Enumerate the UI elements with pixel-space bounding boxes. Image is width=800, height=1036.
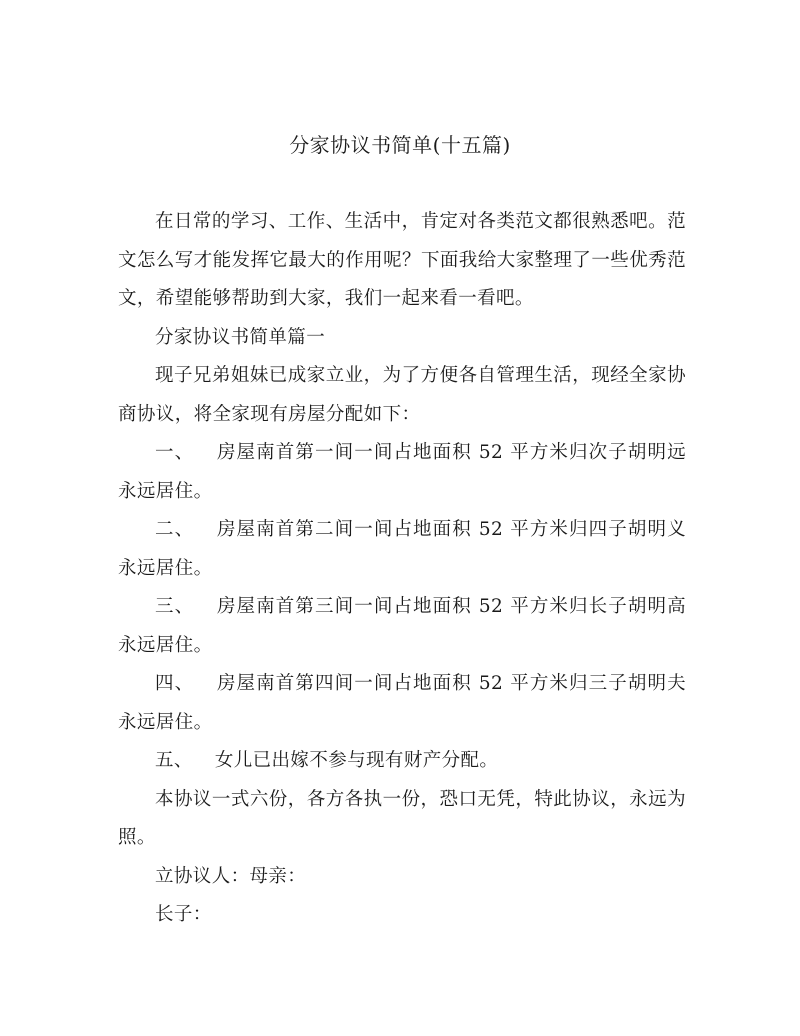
item-text: 房屋南首第一间一间占地面积 52 平方米归次子胡明远永远居住。 [118, 442, 686, 502]
list-item [118, 665, 686, 742]
item-marker: 五、 [155, 750, 193, 771]
section-heading: 分家协议书简单篇一 [155, 326, 326, 348]
list-item [118, 511, 686, 588]
item-marker: 三、 [155, 596, 195, 617]
list-item [118, 588, 686, 665]
signatory-line: 立协议人：母亲： [155, 865, 307, 887]
preamble-paragraph: 现子兄弟姐妹已成家立业，为了方便各自管理生活，现经全家协商协议，将全家现有房屋分配如下： [118, 365, 686, 425]
signatory-line: 长子： [155, 904, 212, 925]
list-item [118, 434, 686, 511]
closing-paragraph: 本协议一式六份，各方各执一份，恐口无凭，特此协议，永远为照。 [118, 788, 686, 848]
item-text: 房屋南首第三间一间占地面积 52 平方米归长子胡明高永远居住。 [118, 596, 686, 656]
item-marker: 二、 [155, 519, 195, 540]
document-title: 分家协议书简单(十五篇) [289, 133, 511, 157]
document-body [118, 203, 686, 935]
item-text: 房屋南首第四间一间占地面积 52 平方米归三子胡明夫永远居住。 [118, 673, 686, 733]
list-item [118, 742, 686, 781]
item-marker: 四、 [155, 673, 195, 694]
item-text: 女儿已出嫁不参与现有财产分配。 [214, 750, 499, 771]
intro-paragraph: 在日常的学习、工作、生活中，肯定对各类范文都很熟悉吧。范文怎么写才能发挥它最大的作用呢？下面我给大家整理了一些优秀范文，希望能够帮助到大家，我们一起来看一看吧。 [118, 211, 686, 309]
item-marker: 一、 [155, 442, 195, 463]
item-text: 房屋南首第二间一间占地面积 52 平方米归四子胡明义永远居住。 [118, 519, 686, 579]
